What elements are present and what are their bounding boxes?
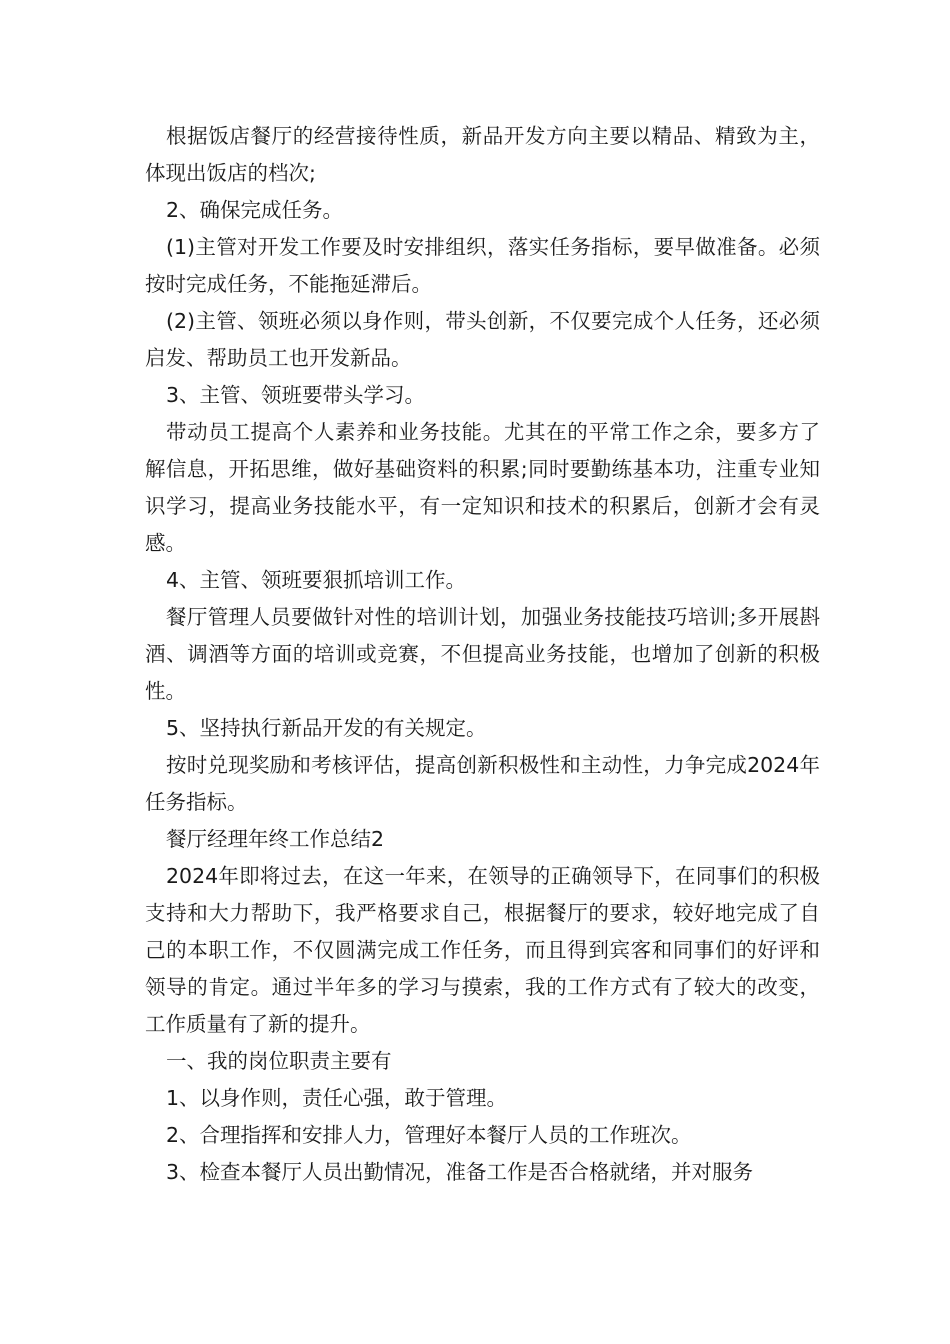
paragraph: (2)主管、领班必须以身作则，带头创新，不仅要完成个人任务，还必须启发、帮助员工也开发新品。: [145, 309, 820, 370]
numbered-heading: 2、确保完成任务。: [166, 198, 344, 222]
numbered-heading: 4、主管、领班要狠抓培训工作。: [166, 568, 467, 592]
paragraph: (1)主管对开发工作要及时安排组织，落实任务指标，要早做准备。必须按时完成任务，不能拖延滞后。: [145, 235, 820, 296]
list-item: 2、合理指挥和安排人力，管理好本餐厅人员的工作班次。: [166, 1123, 692, 1147]
paragraph: 带动员工提高个人素养和业务技能。尤其在的平常工作之余，要多方了解信息，开拓思维，做好基础资料的积累;同时要勤练基本功，注重专业知识学习，提高业务技能水平，有一定知识和技术的积累后，创新才会有灵感。: [145, 420, 820, 555]
numbered-heading: 5、坚持执行新品开发的有关规定。: [166, 716, 487, 740]
list-item: 3、检查本餐厅人员出勤情况，准备工作是否合格就绪，并对服务: [166, 1160, 754, 1184]
list-item: 1、以身作则，责任心强，敢于管理。: [166, 1086, 508, 1110]
paragraph: 按时兑现奖励和考核评估，提高创新积极性和主动性，力争完成2024年任务指标。: [145, 753, 820, 814]
paragraph: 根据饭店餐厅的经营接待性质，新品开发方向主要以精品、精致为主，体现出饭店的档次;: [145, 124, 820, 185]
section-title: 餐厅经理年终工作总结2: [166, 827, 385, 851]
paragraph: 餐厅管理人员要做针对性的培训计划，加强业务技能技巧培训;多开展斟酒、调酒等方面的培训或竞赛，不但提高业务技能，也增加了创新的积极性。: [145, 605, 820, 703]
numbered-heading: 3、主管、领班要带头学习。: [166, 383, 426, 407]
document-body: [145, 118, 820, 1191]
paragraph: 2024年即将过去，在这一年来，在领导的正确领导下，在同事们的积极支持和大力帮助下，我严格要求自己，根据餐厅的要求，较好地完成了自己的本职工作，不仅圆满完成工作任务，而且得到宾客和同事们的好评和领导的肯定。通过半年多的学习与摸索，我的工作方式有了较大的改变，工作质量有了新的提升。: [145, 864, 820, 1036]
section-heading: 一、我的岗位职责主要有: [166, 1049, 392, 1073]
